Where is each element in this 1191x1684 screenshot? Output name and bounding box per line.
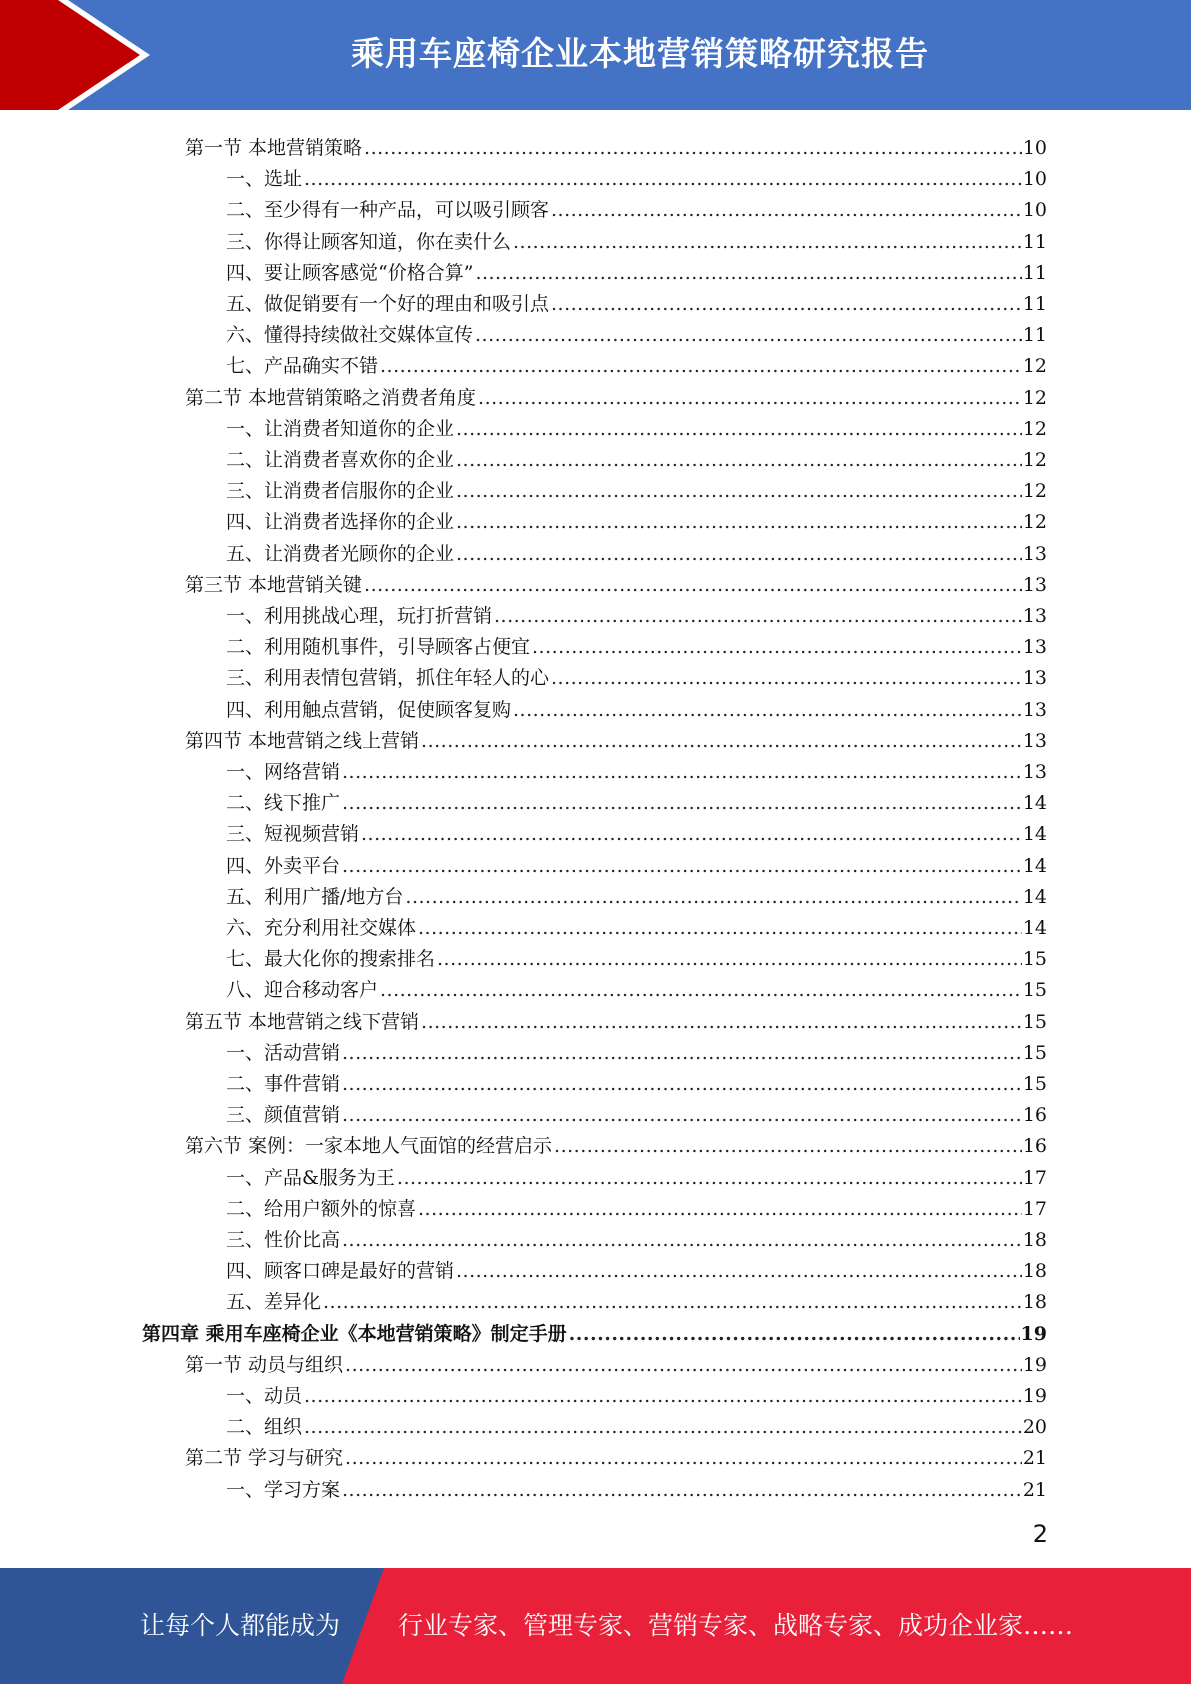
toc-dot-leader bbox=[456, 511, 1022, 533]
toc-entry-title: 第四节 本地营销之线上营销 bbox=[185, 729, 420, 752]
toc-dot-leader bbox=[345, 1354, 1022, 1376]
toc-dot-leader bbox=[364, 137, 1022, 159]
footer-slogan-left: 让每个人都能成为 bbox=[140, 1611, 341, 1640]
toc-entry-title: 七、最大化你的搜索排名 bbox=[226, 948, 436, 971]
toc-entry-title: 第五节 本地营销之线下营销 bbox=[185, 1010, 420, 1033]
toc-entry-item[interactable] bbox=[226, 1282, 1047, 1313]
report-header-banner bbox=[0, 0, 1191, 110]
toc-entry-title: 第一节 本地营销策略 bbox=[185, 137, 363, 159]
toc-entry-page: 16 bbox=[1022, 1104, 1047, 1127]
toc-dot-leader bbox=[421, 730, 1022, 752]
toc-entry-page: 15 bbox=[1022, 979, 1047, 1002]
toc-entry-title: 二、组织 bbox=[226, 1416, 303, 1439]
toc-entry-item[interactable] bbox=[226, 752, 1047, 783]
toc-dot-leader bbox=[551, 293, 1022, 315]
toc-entry-title: 二、给用户额外的惊喜 bbox=[226, 1197, 417, 1220]
toc-entry-page: 18 bbox=[1022, 1291, 1047, 1314]
toc-entry-page: 18 bbox=[1022, 1229, 1047, 1251]
toc-entry-page: 11 bbox=[1022, 261, 1047, 284]
toc-dot-leader bbox=[418, 1198, 1022, 1220]
toc-entry-title: 三、性价比高 bbox=[226, 1229, 341, 1251]
toc-entry-item[interactable] bbox=[226, 159, 1047, 190]
toc-entry-title: 三、你得让顾客知道，你在卖什么 bbox=[226, 230, 512, 253]
toc-entry-title: 四、外卖平台 bbox=[226, 854, 341, 877]
toc-dot-leader bbox=[342, 761, 1022, 783]
toc-dot-leader bbox=[342, 1104, 1022, 1126]
page-number: 2 bbox=[1032, 1520, 1048, 1548]
toc-dot-leader bbox=[304, 1416, 1022, 1438]
toc-entry-section[interactable] bbox=[185, 1126, 1047, 1157]
toc-entry-title: 三、短视频营销 bbox=[226, 823, 360, 846]
toc-dot-leader bbox=[456, 449, 1022, 471]
toc-entry-section[interactable] bbox=[185, 565, 1047, 596]
toc-entry-page: 12 bbox=[1022, 480, 1047, 503]
toc-entry-item[interactable] bbox=[226, 1376, 1047, 1407]
toc-entry-page: 13 bbox=[1022, 698, 1047, 721]
toc-dot-leader bbox=[478, 387, 1022, 409]
toc-dot-leader bbox=[475, 324, 1022, 346]
toc-entry-title: 八、迎合移动客户 bbox=[226, 979, 379, 1002]
toc-entry-title: 五、利用广播/地方台 bbox=[226, 885, 404, 908]
toc-entry-title: 一、选址 bbox=[226, 168, 303, 191]
toc-entry-page: 19 bbox=[1022, 1353, 1047, 1376]
toc-entry-page: 12 bbox=[1022, 417, 1047, 440]
toc-entry-section[interactable] bbox=[185, 1002, 1047, 1033]
toc-entry-page: 19 bbox=[1020, 1322, 1047, 1345]
toc-entry-title: 四、让消费者选择你的企业 bbox=[226, 511, 455, 534]
toc-entry-page: 10 bbox=[1022, 168, 1047, 191]
toc-entry-page: 15 bbox=[1022, 948, 1047, 971]
toc-dot-leader bbox=[513, 699, 1022, 721]
toc-dot-leader bbox=[456, 418, 1022, 440]
toc-entry-item[interactable] bbox=[226, 1470, 1047, 1501]
toc-entry-page: 12 bbox=[1022, 386, 1047, 409]
toc-entry-title: 二、事件营销 bbox=[226, 1073, 341, 1095]
toc-entry-page: 15 bbox=[1022, 1010, 1047, 1033]
toc-entry-item[interactable] bbox=[226, 1064, 1047, 1095]
toc-entry-page: 13 bbox=[1022, 542, 1047, 565]
toc-entry-title: 三、让消费者信服你的企业 bbox=[226, 480, 455, 503]
footer-banner bbox=[0, 1568, 1191, 1684]
toc-dot-leader bbox=[342, 1073, 1022, 1095]
toc-entry-title: 三、利用表情包营销，抓住年轻人的心 bbox=[226, 667, 550, 690]
toc-entry-item[interactable] bbox=[226, 1220, 1047, 1251]
toc-entry-page: 11 bbox=[1022, 324, 1047, 347]
toc-entry-page: 11 bbox=[1022, 293, 1047, 315]
toc-dot-leader bbox=[437, 948, 1022, 970]
toc-dot-leader bbox=[380, 355, 1022, 377]
toc-entry-item[interactable] bbox=[226, 908, 1047, 939]
toc-entry-title: 一、利用挑战心理，玩打折营销 bbox=[226, 605, 493, 627]
toc-entry-item[interactable] bbox=[226, 877, 1047, 908]
toc-entry-section[interactable] bbox=[185, 1345, 1047, 1376]
toc-entry-page: 14 bbox=[1022, 854, 1047, 877]
toc-dot-leader bbox=[513, 231, 1022, 253]
toc-entry-page: 14 bbox=[1022, 792, 1047, 815]
report-title: 乘用车座椅企业本地营销策略研究报告 bbox=[351, 34, 929, 73]
toc-entry-page: 13 bbox=[1022, 605, 1047, 627]
toc-dot-leader bbox=[532, 636, 1022, 658]
toc-entry-page: 17 bbox=[1022, 1197, 1047, 1220]
toc-entry-page: 14 bbox=[1022, 823, 1047, 846]
toc-entry-title: 二、利用随机事件，引导顾客占便宜 bbox=[226, 636, 531, 659]
toc-dot-leader bbox=[304, 1385, 1022, 1407]
toc-entry-page: 13 bbox=[1022, 636, 1047, 659]
toc-dot-leader bbox=[569, 1323, 1020, 1345]
toc-entry-page: 11 bbox=[1022, 230, 1047, 253]
toc-dot-leader bbox=[456, 480, 1022, 502]
toc-entry-title: 第二节 本地营销策略之消费者角度 bbox=[185, 386, 477, 409]
toc-entry-page: 13 bbox=[1022, 729, 1047, 752]
toc-entry-title: 二、让消费者喜欢你的企业 bbox=[226, 449, 455, 471]
toc-entry-section[interactable] bbox=[185, 378, 1047, 409]
toc-dot-leader bbox=[342, 855, 1022, 877]
toc-entry-chapter[interactable] bbox=[142, 1314, 1047, 1345]
toc-entry-title: 一、网络营销 bbox=[226, 761, 341, 783]
toc-dot-leader bbox=[405, 886, 1021, 908]
toc-entry-item[interactable] bbox=[226, 1251, 1047, 1282]
toc-entry-page: 10 bbox=[1022, 199, 1047, 222]
toc-entry-section[interactable] bbox=[185, 721, 1047, 752]
toc-entry-item[interactable] bbox=[226, 315, 1047, 346]
toc-entry-item[interactable] bbox=[226, 440, 1047, 471]
toc-dot-leader bbox=[551, 667, 1022, 689]
toc-entry-title: 六、懂得持续做社交媒体宣传 bbox=[226, 324, 474, 347]
toc-dot-leader bbox=[397, 1167, 1022, 1189]
toc-entry-page: 10 bbox=[1022, 137, 1047, 159]
toc-dot-leader bbox=[361, 823, 1022, 845]
toc-entry-item[interactable] bbox=[226, 1095, 1047, 1126]
toc-entry-title: 四、利用触点营销，促使顾客复购 bbox=[226, 698, 512, 721]
toc-entry-title: 五、做促销要有一个好的理由和吸引点 bbox=[226, 293, 550, 315]
toc-entry-title: 五、差异化 bbox=[226, 1291, 322, 1314]
toc-dot-leader bbox=[304, 168, 1022, 190]
toc-dot-leader bbox=[421, 1011, 1022, 1033]
toc-dot-leader bbox=[380, 979, 1022, 1001]
toc-entry-item[interactable] bbox=[226, 783, 1047, 814]
toc-entry-page: 15 bbox=[1022, 1073, 1047, 1095]
toc-entry-title: 六、充分利用社交媒体 bbox=[226, 917, 417, 939]
toc-entry-item[interactable] bbox=[226, 222, 1047, 253]
toc-entry-title: 五、让消费者光顾你的企业 bbox=[226, 542, 455, 565]
toc-entry-section[interactable] bbox=[185, 128, 1047, 159]
toc-entry-section[interactable] bbox=[185, 1438, 1047, 1469]
toc-entry-page: 21 bbox=[1022, 1478, 1047, 1501]
toc-entry-item[interactable] bbox=[226, 846, 1047, 877]
toc-entry-item[interactable] bbox=[226, 1033, 1047, 1064]
toc-entry-title: 三、颜值营销 bbox=[226, 1104, 341, 1127]
toc-dot-leader bbox=[456, 1260, 1022, 1282]
toc-dot-leader bbox=[342, 792, 1022, 814]
toc-dot-leader bbox=[551, 199, 1022, 221]
toc-dot-leader bbox=[323, 1291, 1022, 1313]
toc-entry-title: 第一节 动员与组织 bbox=[185, 1353, 344, 1376]
toc-entry-item[interactable] bbox=[226, 596, 1047, 627]
toc-dot-leader bbox=[494, 605, 1022, 627]
toc-entry-page: 19 bbox=[1022, 1385, 1047, 1407]
toc-entry-title: 第四章 乘用车座椅企业《本地营销策略》制定手册 bbox=[142, 1322, 567, 1345]
toc-entry-item[interactable] bbox=[226, 690, 1047, 721]
toc-entry-page: 21 bbox=[1022, 1447, 1047, 1470]
toc-entry-page: 20 bbox=[1022, 1416, 1047, 1439]
toc-dot-leader bbox=[342, 1479, 1022, 1501]
toc-entry-title: 第三节 本地营销关键 bbox=[185, 573, 363, 596]
toc-entry-page: 14 bbox=[1022, 917, 1047, 939]
toc-entry-item[interactable] bbox=[226, 814, 1047, 845]
toc-entry-item[interactable] bbox=[226, 409, 1047, 440]
toc-entry-page: 18 bbox=[1022, 1260, 1047, 1283]
toc-entry-item[interactable] bbox=[226, 627, 1047, 658]
toc-entry-page: 16 bbox=[1022, 1135, 1047, 1158]
toc-dot-leader bbox=[418, 917, 1022, 939]
toc-entry-item[interactable] bbox=[226, 939, 1047, 970]
toc-entry-item[interactable] bbox=[226, 284, 1047, 315]
toc-dot-leader bbox=[345, 1447, 1022, 1469]
toc-entry-item[interactable] bbox=[226, 471, 1047, 502]
red-chevron-decoration bbox=[0, 0, 160, 110]
toc-entry-page: 17 bbox=[1022, 1166, 1047, 1189]
toc-entry-title: 一、活动营销 bbox=[226, 1041, 341, 1064]
toc-entry-page: 14 bbox=[1022, 885, 1047, 908]
toc-entry-page: 13 bbox=[1022, 761, 1047, 783]
toc-entry-item[interactable] bbox=[226, 1158, 1047, 1189]
toc-entry-title: 第六节 案例：一家本地人气面馆的经营启示 bbox=[185, 1135, 553, 1158]
toc-entry-item[interactable] bbox=[226, 970, 1047, 1001]
toc-entry-item[interactable] bbox=[226, 190, 1047, 221]
toc-entry-item[interactable] bbox=[226, 658, 1047, 689]
toc-entry-title: 二、线下推广 bbox=[226, 792, 341, 815]
toc-entry-page: 13 bbox=[1022, 667, 1047, 690]
toc-entry-title: 二、至少得有一种产品，可以吸引顾客 bbox=[226, 199, 550, 222]
toc-entry-item[interactable] bbox=[226, 1407, 1047, 1438]
toc-entry-title: 一、产品&服务为王 bbox=[226, 1166, 395, 1189]
toc-dot-leader bbox=[456, 543, 1022, 565]
toc-entry-page: 13 bbox=[1022, 573, 1047, 596]
toc-dot-leader bbox=[475, 262, 1021, 284]
toc-entry-title: 四、顾客口碑是最好的营销 bbox=[226, 1260, 455, 1283]
toc-entry-title: 一、让消费者知道你的企业 bbox=[226, 417, 455, 440]
toc-entry-item[interactable] bbox=[226, 534, 1047, 565]
toc-entry-title: 第二节 学习与研究 bbox=[185, 1447, 344, 1470]
toc-entry-item[interactable] bbox=[226, 253, 1047, 284]
toc-entry-item[interactable] bbox=[226, 346, 1047, 377]
toc-entry-title: 一、学习方案 bbox=[226, 1478, 341, 1501]
toc-dot-leader bbox=[364, 574, 1022, 596]
toc-entry-page: 15 bbox=[1022, 1041, 1047, 1064]
footer-slogan-right: 行业专家、管理专家、营销专家、战略专家、成功企业家…… bbox=[398, 1611, 1074, 1640]
toc-entry-title: 四、要让顾客感觉“价格合算” bbox=[226, 261, 474, 284]
toc-entry-page: 12 bbox=[1022, 449, 1047, 471]
toc-entry-page: 12 bbox=[1022, 511, 1047, 534]
toc-entry-title: 一、动员 bbox=[226, 1385, 303, 1407]
toc-dot-leader bbox=[342, 1042, 1022, 1064]
toc-dot-leader bbox=[342, 1229, 1022, 1251]
toc-entry-item[interactable] bbox=[226, 1189, 1047, 1220]
toc-entry-item[interactable] bbox=[226, 502, 1047, 533]
toc-dot-leader bbox=[554, 1135, 1022, 1157]
toc-entry-page: 12 bbox=[1022, 355, 1047, 378]
toc-entry-title: 七、产品确实不错 bbox=[226, 355, 379, 378]
